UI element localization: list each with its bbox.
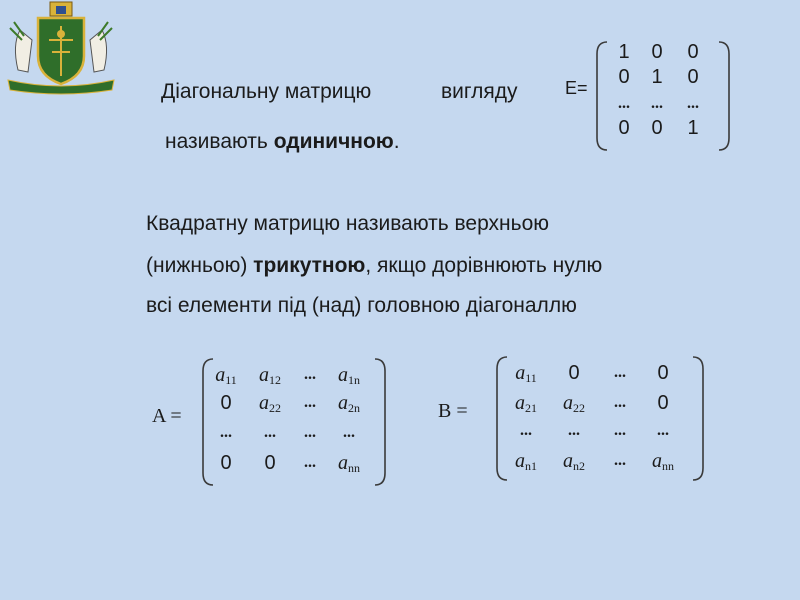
lower-triangular-matrix xyxy=(495,355,705,482)
matrix-cell: 0 xyxy=(220,392,232,414)
matrix-cell: $a_{21}$ xyxy=(515,392,537,415)
matrix-cell: ... xyxy=(614,422,626,439)
right-bracket xyxy=(693,357,703,480)
matrix-cell: $a_{11}$ xyxy=(515,362,537,385)
matrix-cell: ... xyxy=(304,366,316,383)
matrix-cell: $a_{1n}$ xyxy=(338,364,360,387)
matrix-cell: ... xyxy=(651,95,663,112)
matrix-cell: $a_{22}$ xyxy=(259,392,281,415)
matrix-cell: 1 xyxy=(618,41,630,63)
triangular-definition-line-2: (нижньою) трикутною, якщо дорівнюють нулю xyxy=(146,254,603,277)
matrix-cell: ... xyxy=(614,452,626,469)
matrix-cell: ... xyxy=(304,424,316,441)
matrix-cell: ... xyxy=(618,95,630,112)
heading-diagonal: Діагональну матрицю xyxy=(161,80,372,103)
matrix-cell: ... xyxy=(343,424,355,441)
matrix-cell: 0 xyxy=(220,452,232,474)
matrix-cell: 0 xyxy=(568,362,580,384)
triangular-definition-line-3: всі елементи під (над) головною діагоналлю xyxy=(146,294,577,317)
matrix-cell: 0 xyxy=(657,392,669,414)
matrix-cell: ... xyxy=(614,364,626,381)
matrix-cell: ... xyxy=(614,394,626,411)
matrix-cell: 0 xyxy=(651,117,663,139)
matrix-cell: $a_{nn}$ xyxy=(652,450,674,473)
matrix-cell: 1 xyxy=(651,66,663,88)
university-emblem-logo xyxy=(2,0,120,96)
matrix-cell: ... xyxy=(220,424,232,441)
matrix-e-label: E= xyxy=(565,78,588,98)
matrix-cell: $a_{nn}$ xyxy=(338,452,360,475)
heading-form: вигляду xyxy=(441,80,518,103)
identity-matrix xyxy=(595,40,731,152)
matrix-cell: ... xyxy=(657,422,669,439)
matrix-cell: 0 xyxy=(687,66,699,88)
matrix-cell: 0 xyxy=(687,41,699,63)
right-bracket xyxy=(375,359,385,485)
identity-definition: називають одиничною. xyxy=(165,130,400,153)
matrix-cell: $a_{2n}$ xyxy=(338,392,360,415)
right-bracket xyxy=(719,42,729,150)
matrix-cell: $a_{22}$ xyxy=(563,392,585,415)
matrix-cell: ... xyxy=(264,424,276,441)
matrix-cell: ... xyxy=(304,394,316,411)
matrix-b-label: B = xyxy=(438,400,468,422)
matrix-cell: $a_{12}$ xyxy=(259,364,281,387)
matrix-cell: 0 xyxy=(264,452,276,474)
matrix-cell: 0 xyxy=(657,362,669,384)
matrix-cell: ... xyxy=(687,95,699,112)
left-bracket xyxy=(597,42,607,150)
matrix-cell: $a_{n1}$ xyxy=(515,450,537,473)
matrix-cell: $a_{n2}$ xyxy=(563,450,585,473)
matrix-cell: 1 xyxy=(687,117,699,139)
matrix-a-label: A = xyxy=(152,405,182,427)
upper-triangular-matrix xyxy=(201,357,387,487)
matrix-cell: ... xyxy=(568,422,580,439)
matrix-cell: 0 xyxy=(651,41,663,63)
matrix-cell: 0 xyxy=(618,66,630,88)
triangular-definition-line-1: Квадратну матрицю називають верхньою xyxy=(146,212,550,235)
matrix-cell: ... xyxy=(304,454,316,471)
matrix-cell: $a_{11}$ xyxy=(215,364,237,387)
matrix-cell: 0 xyxy=(618,117,630,139)
matrix-cell: ... xyxy=(520,422,532,439)
